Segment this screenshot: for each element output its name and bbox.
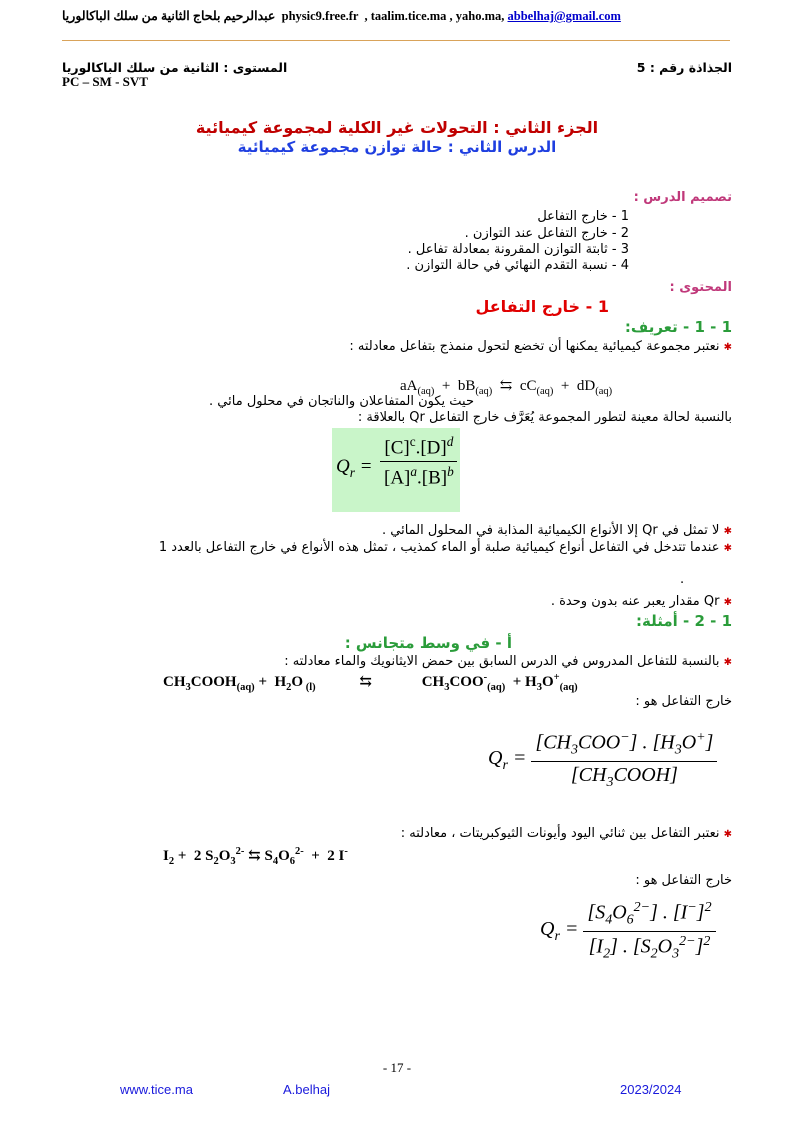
general-equation: $aA_{(aq)} + bB_{(aq)}$ ⇆ $cC_{(aq)} + dD_{(aq)}$ <box>400 378 613 397</box>
example-2-text: ✱ نعتبر التفاعل بين ثنائي اليود وأيونات الثيوكبريتات ، معادلته : <box>400 826 732 841</box>
bullet-icon: ✱ <box>723 342 732 353</box>
qr-iodine-formula: $Q_r$ = $\frac{[S_4O_6^{2-}] . [I^-]^2}{[I_2] . [S_2O_3^{2-}]^2}$ <box>540 900 716 962</box>
footer-author: A.belhaj <box>283 1082 330 1097</box>
plan-item-2: 2 - خارج التفاعل عند التوازن . <box>464 226 629 241</box>
content-heading: المحتوى : <box>669 280 732 295</box>
plan-item-1: 1 - خارج التفاعل <box>537 209 629 224</box>
qr-general-formula: $Q_r$ = $\frac{[C]^c.[D]^d}{[A]^a.[B]^b}$ <box>332 428 460 512</box>
def-line <box>349 339 732 356</box>
footer-site: www.tice.ma <box>120 1082 193 1097</box>
header-sites: , taalim.tice.ma , yaho.ma, <box>364 9 505 23</box>
qr-ethanoic-formula: $Q_r$ = $\frac{[CH_3COO^-] . [H_3O^+]}{[CH_3COOH]}$ <box>488 730 717 791</box>
bullet-icon: ✱ <box>723 526 732 537</box>
page-number: - 17 - <box>382 1060 412 1075</box>
note-2: ✱ عندما تتدخل في التفاعل أنواع كيميائية صلبة أو الماء كمذيب ، تمثل هذه الأنواع في خارج التفاعل بالعدد 1 <box>158 540 732 555</box>
bullet-icon: ✱ <box>723 657 732 668</box>
level-label: المستوى : الثانية من سلك الباكالوريا <box>62 60 288 75</box>
example-1-text: ✱ بالنسبة للتفاعل المدروس في الدرس السابق بين حمض الايثانويك والماء معادلته : <box>284 654 732 669</box>
plan-item-4: 4 - نسبة التقدم النهائي في حالة التوازن . <box>406 258 629 273</box>
subsection-1-2: 1 - 2 - أمثلة: <box>636 612 732 630</box>
section-1-title: 1 - خارج التفاعل <box>475 297 609 316</box>
def-text: نعتبر مجموعة كيميائية يمكنها أن تخضع لتحول منمذج بتفاعل معادلته : <box>349 339 720 354</box>
part-title: الجزء الثاني : التحولات غير الكلية لمجموعة كيميائية <box>195 118 599 137</box>
ethanoic-equation: $CH_3COOH_{(aq)} + H_2O$ $_{(l)}$ ⇆ $CH_3COO^-_{(aq)} + H_3O^+_{(aq)}$ <box>163 672 578 693</box>
streams-label: PC – SM - SVT <box>62 74 148 89</box>
bullet-icon: ✱ <box>723 829 732 840</box>
lesson-title: الدرس الثاني : حالة توازن مجموعة كيميائية <box>237 138 557 156</box>
qr-def-text: بالنسبة لحالة معينة لتطور المجموعة يُعَرَّف خارج التفاعل Qr بالعلاقة : <box>357 410 732 425</box>
footer-year: 2023/2024 <box>620 1082 682 1097</box>
iodine-equation: $I_2 + 2$ $S_2O_3^{2-}$ ⇆ $S_4O_6^{2-} + 2$ I- <box>163 846 348 867</box>
subsection-1-1: 1 - 1 - تعريف: <box>624 318 732 336</box>
bullet-icon: ✱ <box>723 543 732 554</box>
qr-is-label-1: خارج التفاعل هو : <box>635 694 732 709</box>
plan-item-3: 3 - ثابتة التوازن المقرونة بمعادلة تفاعل . <box>407 242 629 257</box>
bullet-icon: ✱ <box>723 597 732 608</box>
plan-heading: تصميم الدرس : <box>633 190 732 205</box>
note-1: ✱ لا تمثل في Qr إلا الأنواع الكيميائية المذابة في المحلول المائي . <box>381 523 732 538</box>
header-divider <box>62 40 730 41</box>
note-3: ✱ Qr مقدار يعبر عنه بدون وحدة . <box>550 594 732 609</box>
note-2-dot: . <box>680 572 685 587</box>
subsection-a: أ - في وسط متجانس : <box>344 634 512 652</box>
qr-is-label-2: خارج التفاعل هو : <box>635 873 732 888</box>
card-label: الجذاذة رقم : 5 <box>636 60 732 75</box>
where-text: حيث يكون المتفاعلان والناتجان في محلول مائي . <box>209 394 474 409</box>
header-email-link[interactable]: abbelhaj@gmail.com <box>507 9 621 23</box>
header-line <box>62 8 621 24</box>
header-site: physic9.free.fr <box>281 9 359 23</box>
header-author: عبدالرحيم بلحاج الثانية من سلك الباكالوريا <box>62 9 276 23</box>
